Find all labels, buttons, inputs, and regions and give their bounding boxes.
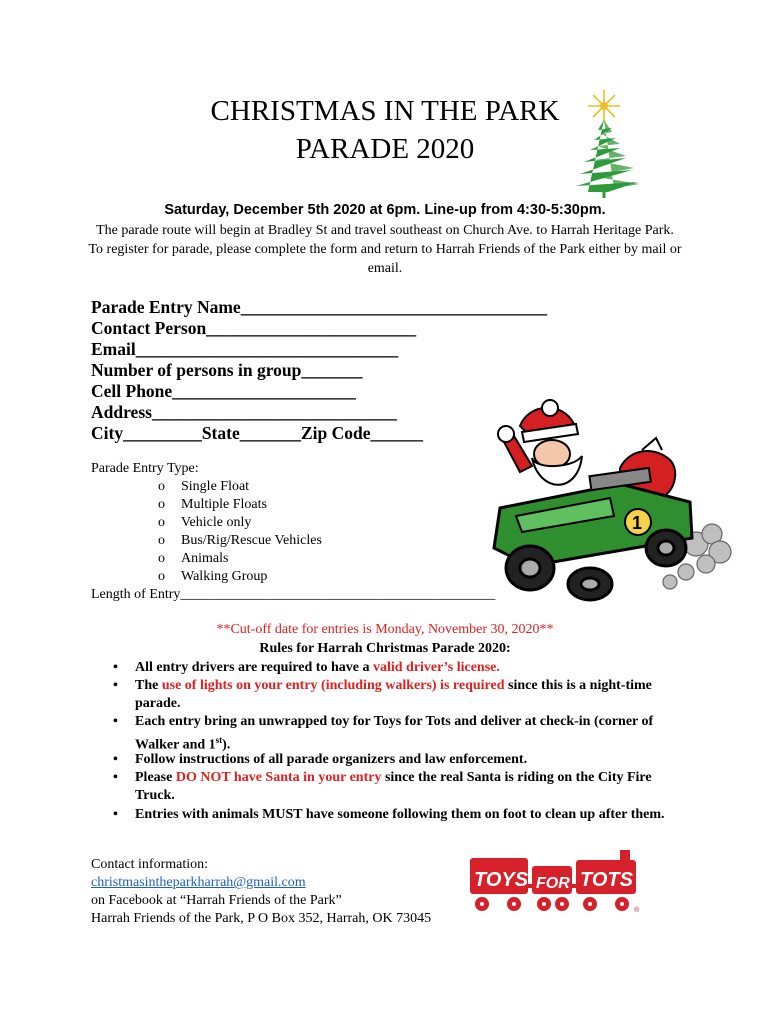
option-label: Single Float	[181, 479, 250, 494]
field-contact-person[interactable]: Contact Person________________________	[91, 318, 417, 338]
field-number-of-persons[interactable]: Number of persons in group_______	[91, 360, 363, 380]
rule-bullet: •	[113, 714, 118, 729]
rule-text: Each entry bring an unwrapped toy for Toys for Tots and deliver at check-in (corner of Walker and 1	[135, 714, 654, 753]
rule-bullet: •	[113, 678, 118, 693]
rule-highlight: DO NOT have Santa in your entry	[175, 770, 382, 785]
christmas-tree-icon	[568, 88, 648, 200]
option-bullet: o	[158, 533, 165, 548]
option-label: Vehicle only	[181, 515, 252, 530]
field-cell-phone[interactable]: Cell Phone_____________________	[91, 381, 356, 401]
option-bullet: o	[158, 479, 165, 494]
rule-item	[113, 751, 683, 769]
rule-text-end: since the real Santa is riding on the City Fire Truck.	[135, 770, 652, 803]
logo-word-for: FOR	[536, 875, 570, 892]
rule-highlight: valid driver’s license.	[372, 660, 500, 675]
santa-car-illustration	[470, 398, 740, 618]
rule-text: Please	[135, 770, 176, 785]
rule-item	[113, 806, 683, 824]
rule-superscript: st	[215, 735, 223, 745]
rule-item	[113, 769, 683, 805]
field-parade-entry-name[interactable]: Parade Entry Name___________________________________	[91, 297, 547, 317]
intro-paragraph: The parade route will begin at Bradley St and travel southeast on Church Ave. to Harrah Heritage Park. To register for parade, please complete the form and return to Harrah Friends of the Park either by mail or email.	[88, 223, 682, 276]
field-length-of-entry[interactable]: Length of Entry_____________________________________________	[91, 587, 496, 602]
rule-bullet: •	[113, 752, 118, 767]
rule-text: All entry drivers are required to have a	[135, 660, 373, 675]
rule-item	[113, 677, 683, 713]
field-city-state-zip[interactable]: City_________State_______Zip Code______	[91, 423, 424, 443]
rule-bullet: •	[113, 770, 118, 785]
title-line-2: PARADE 2020	[295, 133, 475, 165]
rule-text: Entries with animals MUST have someone following them on foot to clean up after them.	[135, 807, 665, 822]
toys-for-tots-logo	[464, 846, 644, 918]
entry-option-animals[interactable]	[158, 550, 228, 568]
rule-text: The	[135, 678, 162, 693]
field-email[interactable]: Email______________________________	[91, 339, 399, 359]
entry-type-label: Parade Entry Type:	[91, 461, 199, 476]
rule-bullet: •	[113, 807, 118, 822]
logo-word-toys: TOYS	[474, 869, 529, 891]
entry-option-single-float[interactable]	[158, 478, 249, 496]
rule-text-end: since this is a night-time parade.	[135, 678, 652, 711]
logo-registered-mark: ®	[634, 907, 640, 914]
svg-text:1: 1	[632, 513, 643, 533]
logo-word-tots: TOTS	[580, 869, 633, 891]
rule-text: Follow instructions of all parade organizers and law enforcement.	[135, 752, 528, 767]
option-label: Bus/Rig/Rescue Vehicles	[181, 533, 322, 548]
option-bullet: o	[158, 497, 165, 512]
rule-item	[113, 713, 683, 755]
entry-option-walking-group[interactable]	[158, 568, 267, 586]
rule-bullet: •	[113, 660, 118, 675]
option-label: Walking Group	[181, 569, 268, 584]
rules-title: Rules for Harrah Christmas Parade 2020:	[259, 641, 511, 656]
contact-facebook: on Facebook at “Harrah Friends of the Park”	[91, 893, 342, 908]
contact-address: Harrah Friends of the Park, P O Box 352, Harrah, OK 73045	[91, 911, 432, 926]
entry-option-multiple-floats[interactable]	[158, 496, 267, 514]
option-label: Multiple Floats	[181, 497, 267, 512]
contact-label: Contact information:	[91, 857, 209, 872]
option-bullet: o	[158, 515, 165, 530]
field-address[interactable]: Address____________________________	[91, 402, 397, 422]
cutoff-notice: **Cut-off date for entries is Monday, November 30, 2020**	[216, 622, 554, 637]
title-line-1: CHRISTMAS IN THE PARK	[210, 95, 560, 127]
entry-option-vehicle-only[interactable]	[158, 514, 251, 532]
contact-email-link[interactable]: christmasintheparkharrah@gmail.com	[91, 875, 306, 890]
rule-highlight: use of lights on your entry (including walkers) is required	[161, 678, 505, 693]
option-bullet: o	[158, 551, 165, 566]
option-bullet: o	[158, 569, 165, 584]
event-date-heading: Saturday, December 5th 2020 at 6pm. Line-up from 4:30-5:30pm.	[164, 202, 606, 218]
option-label: Animals	[181, 551, 229, 566]
rule-item	[113, 659, 683, 677]
entry-option-bus-rig-rescue[interactable]	[158, 532, 322, 550]
rule-text-end: ).	[222, 737, 231, 753]
